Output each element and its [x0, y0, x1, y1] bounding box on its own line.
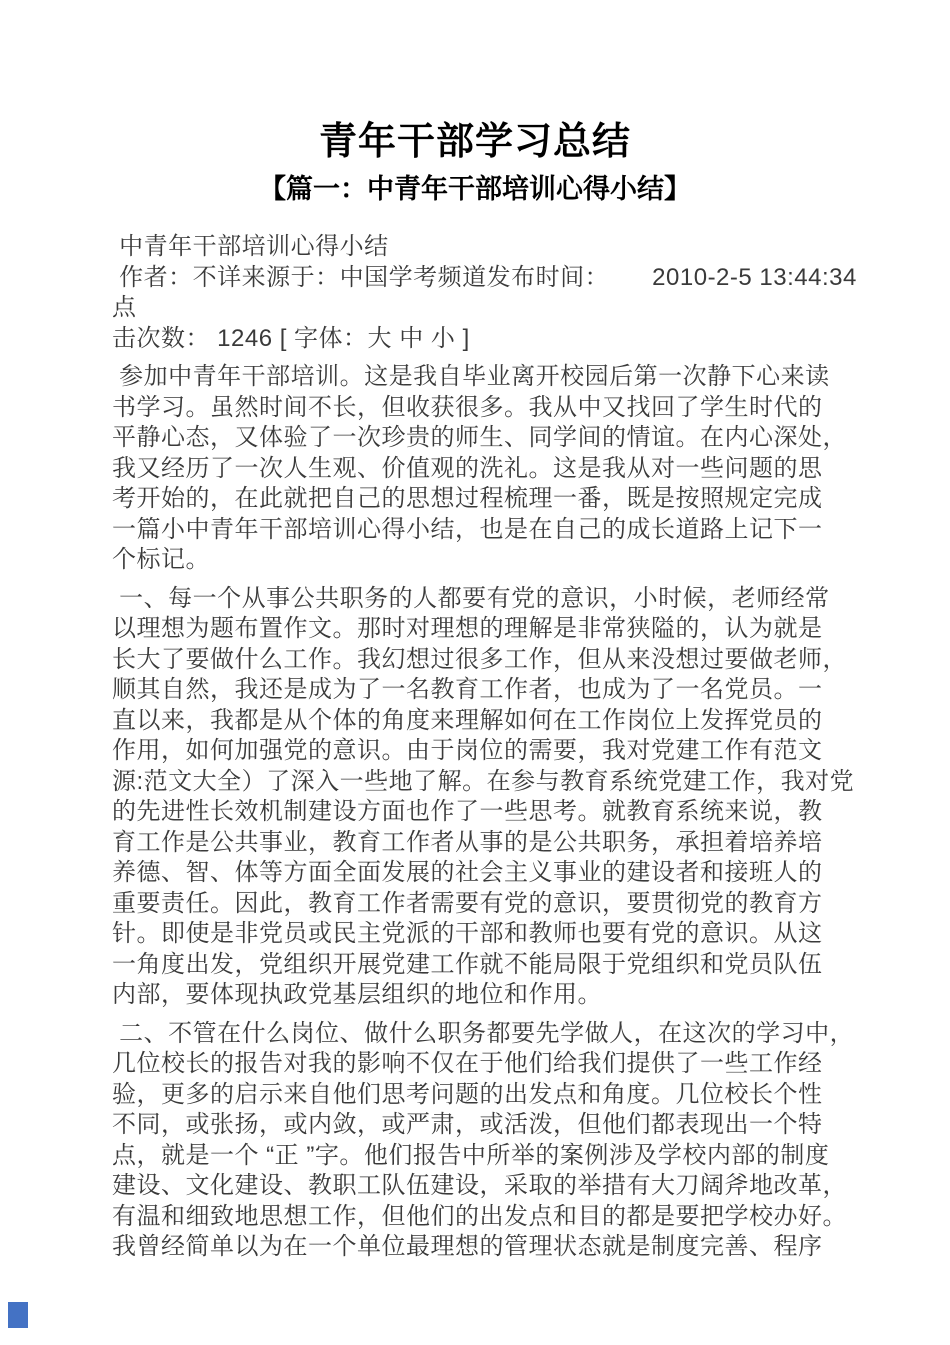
blue-square-marker: [8, 1302, 28, 1328]
text-line: 击次数： 1246 [ 字体：大 中 小 ]: [112, 324, 470, 352]
text-line: 几位校长的报告对我的影响不仅在于他们给我们提供了一些工作经: [112, 1050, 823, 1077]
text-line: 参加中青年干部培训。这是我自毕业离开校园后第一次静下心来读: [112, 363, 830, 390]
text-line: 个标记。: [112, 546, 210, 573]
text-line: 长大了要做什么工作。我幻想过很多工作，但从来没想过要做老师，: [112, 645, 847, 673]
text-line: 针。即使是非党员或民主党派的干部和教师也要有党的意识。从这: [112, 920, 823, 947]
text-line: 作者：不详来源于：中国学考频道发布时间： 2010-2-5 13:44:34 点: [112, 263, 886, 321]
text-line: 有温和细致地思想工作，但他们的出发点和目的都是要把学校办好。: [112, 1202, 847, 1230]
text-line: 以理想为题布置作文。那时对理想的理解是非常狭隘的，认为就是: [112, 615, 823, 642]
text-line: 考开始的，在此就把自己的思想过程梳理一番，既是按照规定完成: [112, 485, 823, 512]
text-line: 一、每一个从事公共职务的人都要有党的意识，小时候，老师经常: [112, 584, 830, 612]
text-line: 二、不管在什么岗位、做什么职务都要先学做人，在这次的学习中，: [112, 1019, 855, 1047]
text-line: 我曾经简单以为在一个单位最理想的管理状态就是制度完善、程序: [112, 1233, 823, 1260]
text-line: 源:范文大全）了深入一些地了解。在参与教育系统党建工作，我对党: [112, 767, 855, 795]
text-line: 一角度出发，党组织开展党建工作就不能局限于党组织和党员队伍: [112, 950, 823, 978]
paragraph: [112, 1011, 857, 1263]
page-title: 青年干部学习总结: [318, 121, 631, 163]
text-line: 养德、智、体等方面全面发展的社会主义事业的建设者和接班人的: [112, 859, 823, 886]
text-line: 顺其自然，我还是成为了一名教育工作者，也成为了一名党员。一: [112, 676, 823, 703]
text-line: 中青年干部培训心得小结: [112, 233, 389, 260]
text-line: 书学习。虽然时间不长，但收获很多。我从中又找回了学生时代的: [112, 393, 823, 421]
text-line: 不同，或张扬，或内敛，或严肃，或活泼，但他们都表现出一个特: [112, 1111, 823, 1138]
text-line: 点，就是一个 “正 ”字。他们报告中所举的案例涉及学校内部的制度: [112, 1141, 830, 1169]
text-line: 育工作是公共事业，教育工作者从事的是公共职务，承担着培养培: [112, 828, 823, 856]
text-line: 作用，如何加强党的意识。由于岗位的需要，我对党建工作有范文: [112, 737, 823, 764]
document-body: [112, 232, 886, 1263]
text-line: 验，更多的启示来自他们思考问题的出发点和角度。几位校长个性: [112, 1080, 823, 1108]
text-line: 内部，要体现执政党基层组织的地位和作用。: [112, 981, 602, 1008]
paragraph: [112, 354, 857, 576]
text-line: 一篇小中青年干部培训心得小结，也是在自己的成长道路上记下一: [112, 515, 823, 543]
text-line: 重要责任。因此，教育工作者需要有党的意识，要贯彻党的教育方: [112, 889, 823, 917]
text-line: 平静心态，又体验了一次珍贵的师生、同学间的情谊。在内心深处，: [112, 424, 847, 451]
text-line: 建设、文化建设、教职工队伍建设，采取的举措有大刀阔斧地改革，: [112, 1172, 847, 1199]
paragraph: [112, 232, 886, 354]
text-line: 的先进性长效机制建设方面也作了一些思考。就教育系统来说，教: [112, 798, 823, 825]
page-subtitle: 【篇一：中青年干部培训心得小结】: [259, 174, 691, 204]
text-line: 直以来，我都是从个体的角度来理解如何在工作岗位上发挥党员的: [112, 706, 823, 734]
text-line: 我又经历了一次人生观、价值观的洗礼。这是我从对一些问题的思: [112, 454, 823, 482]
paragraph: [112, 576, 857, 1011]
